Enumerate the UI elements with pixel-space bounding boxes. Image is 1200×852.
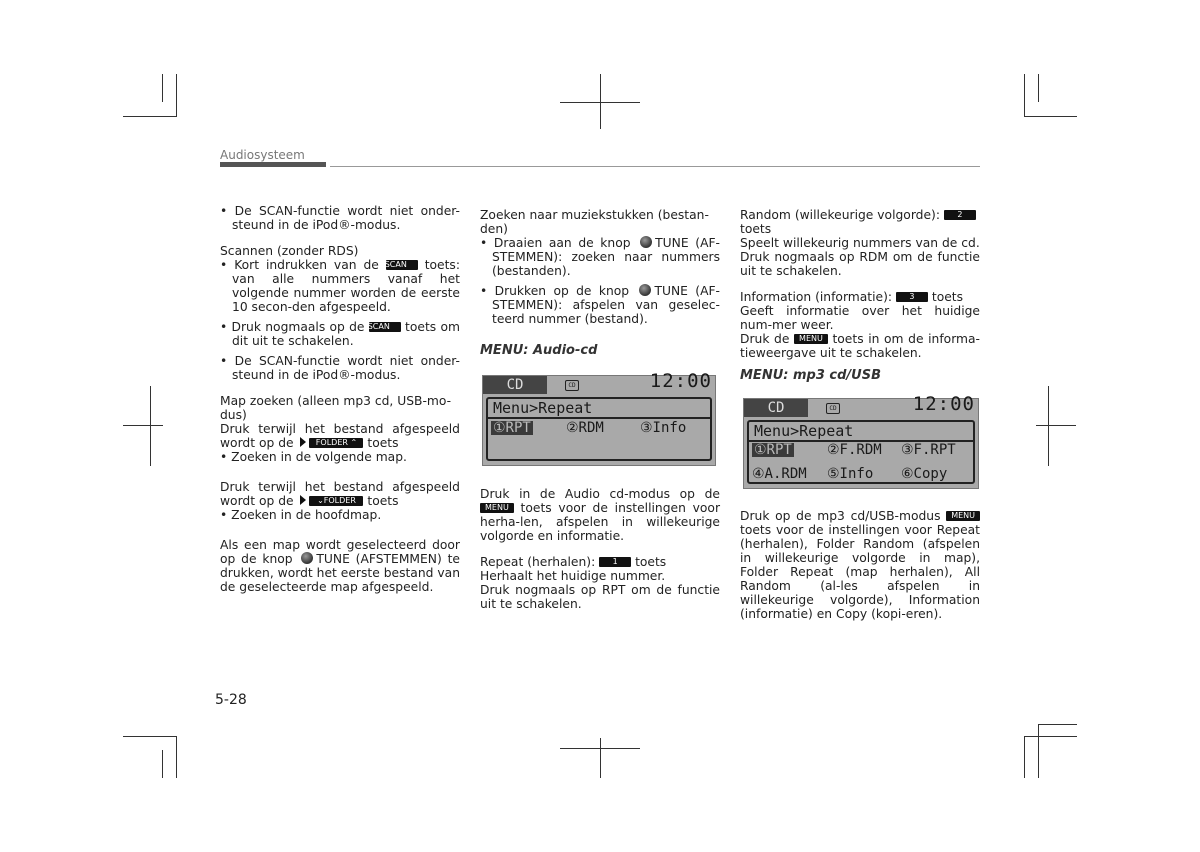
scan-key-icon: SCAN	[369, 322, 401, 332]
lcd-mode: CD	[483, 376, 547, 394]
paragraph: Als een map wordt geselecteerd door op de knop TUNE (AFSTEMMEN) te drukken, wordt het eerste bestand van de geselecteerde map afgespeeld.	[220, 538, 461, 594]
crop-mark	[162, 74, 163, 102]
crop-mark	[1024, 736, 1025, 778]
menu-key-icon: MENU	[794, 334, 828, 344]
key-3-icon: 3	[896, 292, 928, 302]
crop-mark	[123, 425, 163, 426]
paragraph: Druk nogmaals op RPT om de functie uit te schakelen.	[480, 583, 720, 611]
arrow-right-icon	[300, 495, 306, 505]
crop-mark	[1038, 724, 1077, 725]
lcd-option-rpt: ①RPT	[493, 420, 531, 436]
paragraph: Druk in de Audio cd-modus op de MENU toets voor de instellingen voor herha-len, afspelen in willekeurige volgorde en informatie.	[480, 487, 720, 543]
menu-heading: MENU: mp3 cd/USB	[740, 368, 881, 383]
header-rule	[330, 166, 980, 167]
lcd-option-frpt: ③F.RPT	[901, 442, 956, 458]
list-item: • De SCAN-functie wordt niet onder-steund in de iPod®-modus.	[220, 354, 460, 382]
crop-mark	[560, 748, 640, 749]
crop-mark	[560, 102, 640, 103]
crop-mark	[1036, 425, 1076, 426]
list-item: • Drukken op de knop TUNE (AF-STEMMEN): afspelen van geselec-teerd nummer (bestand).	[480, 284, 720, 326]
section-heading: Information (informatie): 3 toets	[740, 290, 964, 304]
key-1-icon: 1	[599, 557, 631, 567]
crop-mark	[150, 386, 151, 466]
crop-mark	[1048, 386, 1049, 466]
scan-key-icon: SCAN	[386, 260, 418, 270]
crop-mark	[162, 750, 163, 778]
crop-mark	[1024, 74, 1025, 117]
column-2	[480, 208, 720, 611]
menu-key-icon: MENU	[946, 511, 980, 521]
page-number: 5-28	[215, 692, 247, 708]
lcd-option-ardm: ④A.RDM	[752, 466, 807, 482]
list-item: • De SCAN-functie wordt niet onder-steund in de iPod®-modus.	[220, 204, 460, 232]
menu-heading: MENU: Audio-cd	[480, 343, 598, 358]
lcd-option-rpt: ①RPT	[754, 442, 792, 458]
crop-mark	[176, 74, 177, 117]
paragraph: Druk de MENU toets in om de informa-tieweergave uit te schakelen.	[740, 332, 980, 360]
lcd-display-mp3	[743, 393, 979, 489]
lcd-clock: 12:00	[912, 393, 975, 415]
tune-knob-icon	[640, 236, 652, 248]
disc-icon: CD	[565, 380, 579, 391]
crop-mark	[1024, 736, 1077, 737]
section-heading: Zoeken naar muziekstukken (bestan-den)	[480, 208, 709, 236]
section-title: Audiosysteem	[220, 148, 305, 162]
paragraph: Druk terwijl het bestand afgespeeld wordt op de FOLDER ⌃ toets	[220, 422, 460, 450]
list-item: • Draaien aan de knop TUNE (AF-STEMMEN): zoeken naar nummers (bestanden).	[480, 236, 720, 278]
list-item: • Kort indrukken van de SCAN toets: van alle nummers vanaf het volgende nummer worden de eerste 10 secon-den afgespeeld.	[220, 258, 460, 314]
paragraph: Druk op de mp3 cd/USB-modus MENU toets voor de instellingen voor Repeat (herhalen), Folder Random (afspelen in willekeurige volgorde in map), Folder Repeat (map herhalen), All Random (al-les afspelen in willekeurige volgorde), Information (informatie) en Copy (kopi-eren).	[740, 509, 980, 621]
disc-icon: CD	[826, 403, 840, 414]
paragraph: Herhaalt het huidige nummer.	[480, 569, 666, 583]
list-item: • Druk nogmaals op de SCAN toets om dit uit te schakelen.	[220, 320, 460, 348]
crop-mark	[600, 738, 601, 778]
folder-up-key-icon: FOLDER ⌃	[309, 438, 363, 448]
section-heading: Random (willekeurige volgorde): 2 toets	[740, 208, 980, 236]
list-item: • Zoeken in de volgende map.	[220, 450, 407, 464]
crop-mark	[123, 736, 176, 737]
paragraph: Druk nogmaals op RDM om de functie uit te schakelen.	[740, 250, 980, 278]
paragraph: Speelt willekeurig nummers van de cd.	[740, 236, 980, 250]
lcd-mode: CD	[744, 399, 808, 417]
lcd-display-audio-cd	[482, 370, 716, 466]
tune-knob-icon	[639, 284, 651, 296]
section-heading: Repeat (herhalen): 1 toets	[480, 555, 667, 569]
lcd-option-frdm: ②F.RDM	[827, 442, 882, 458]
crop-mark	[1038, 74, 1039, 102]
menu-key-icon: MENU	[480, 503, 514, 513]
section-heading: Scannen (zonder RDS)	[220, 244, 359, 258]
section-heading: Map zoeken (alleen mp3 cd, USB-mo-dus)	[220, 394, 452, 422]
header-bar	[220, 162, 326, 167]
crop-mark	[1038, 724, 1039, 778]
crop-mark	[176, 736, 177, 778]
crop-mark	[1024, 116, 1077, 117]
lcd-clock: 12:00	[649, 370, 712, 392]
crop-mark	[123, 116, 176, 117]
folder-down-key-icon: ⌄FOLDER	[309, 496, 363, 506]
lcd-option-info: ③Info	[640, 420, 687, 436]
tune-knob-icon	[301, 552, 313, 564]
lcd-menu-title: Menu>Repeat	[488, 399, 710, 419]
lcd-menu-title: Menu>Repeat	[749, 422, 973, 442]
lcd-option-info: ⑤Info	[827, 466, 874, 482]
list-item: • Zoeken in de hoofdmap.	[220, 508, 382, 522]
key-2-icon: 2	[944, 210, 976, 220]
column-1	[220, 204, 460, 594]
paragraph: Druk terwijl het bestand afgespeeld wordt op de ⌄FOLDER toets	[220, 480, 460, 508]
arrow-right-icon	[300, 437, 306, 447]
lcd-option-copy: ⑥Copy	[901, 466, 948, 482]
paragraph: Geeft informatie over het huidige num-mer weer.	[740, 304, 980, 332]
column-3	[740, 208, 980, 621]
lcd-option-rdm: ②RDM	[566, 420, 604, 436]
